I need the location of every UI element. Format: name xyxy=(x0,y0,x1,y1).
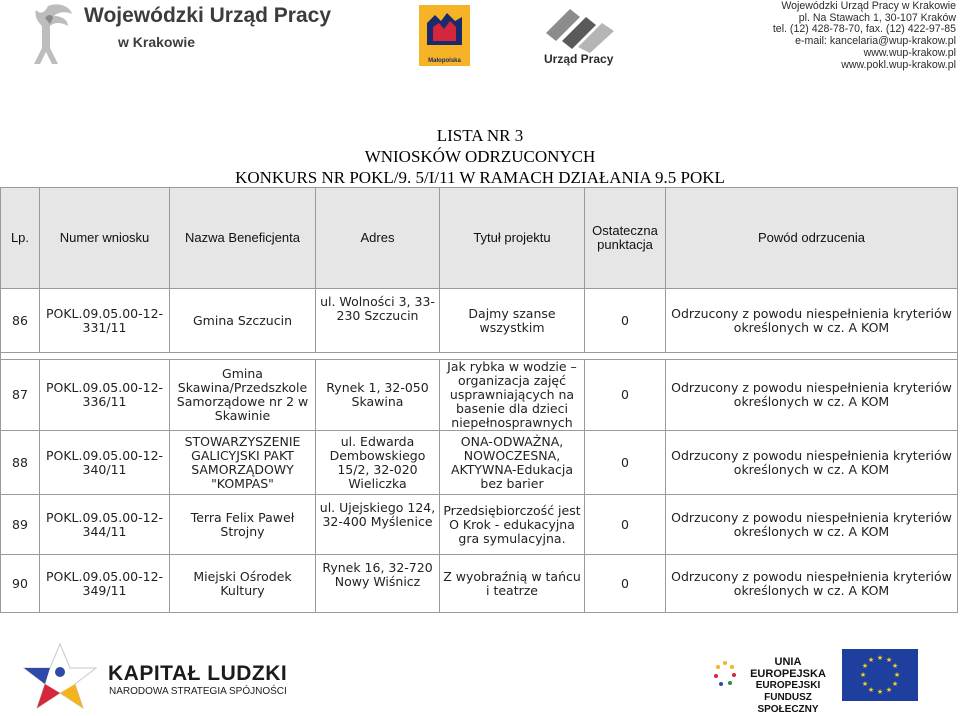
cell-title: Dajmy szanse wszystkim xyxy=(440,289,585,353)
title-list-number: LISTA NR 3 xyxy=(436,126,524,145)
svg-text:★: ★ xyxy=(867,656,875,664)
kapital-ludzki-logo-icon xyxy=(22,640,98,710)
table-header-row xyxy=(1,188,958,289)
svg-text:★: ★ xyxy=(861,662,869,670)
cell-score: 0 xyxy=(585,289,666,353)
eu-text-block xyxy=(738,656,838,716)
svg-text:★: ★ xyxy=(885,656,893,664)
svg-text:★: ★ xyxy=(859,671,867,679)
wup-eagle-logo-icon xyxy=(28,2,78,68)
eu-fund-label-1: EUROPEJSKI xyxy=(755,680,821,691)
contact-website-pokl[interactable]: www.pokl.wup-krakow.pl xyxy=(841,58,956,71)
contact-block xyxy=(773,1,956,71)
table-row xyxy=(1,431,958,495)
cell-title: Jak rybka w wodzie – organizacja zajęć usprawniających na basenie dla dzieci niepełnosprawnych xyxy=(440,360,585,431)
title-contest: KONKURS NR POKL/9. 5/I/11 W RAMACH DZIAŁANIA 9.5 POKL xyxy=(235,168,725,187)
contact-address: pl. Na Stawach 1, 30-107 Kraków xyxy=(798,11,956,24)
col-header-score: Ostateczna punktacja xyxy=(585,188,666,289)
cell-address: ul. Edwarda Dembowskiego 15/2, 32-020 Wieliczka xyxy=(316,431,440,495)
cell-score: 0 xyxy=(585,555,666,613)
cell-address: ul. Ujejskiego 124, 32-400 Myślenice xyxy=(316,495,440,555)
col-header-address: Adres xyxy=(316,188,440,289)
cell-beneficiary: Gmina Szczucin xyxy=(170,289,316,353)
contact-phone: tel. (12) 428-78-70, fax. (12) 422-97-85 xyxy=(772,23,956,36)
cell-beneficiary: STOWARZYSZENIE GALICYJSKI PAKT SAMORZĄDOWY "KOMPAS" xyxy=(170,431,316,495)
cell-title: ONA-ODWAŻNA, NOWOCZESNA, AKTYWNA-Edukacja bez barier xyxy=(440,431,585,495)
contact-email[interactable]: e-mail: kancelaria@wup-krakow.pl xyxy=(795,35,956,48)
title-rejected: WNIOSKÓW ODRZUCONYCH xyxy=(364,147,596,166)
col-header-beneficiary: Nazwa Beneficjenta xyxy=(170,188,316,289)
cell-reason: Odrzucony z powodu niespełnienia kryteriów określonych w cz. A KOM xyxy=(666,495,958,555)
cell-beneficiary: Miejski Ośrodek Kultury xyxy=(170,555,316,613)
eu-fund-label-2: FUNDUSZ SPOŁECZNY xyxy=(757,692,819,715)
cell-address: ul. Wolności 3, 33-230 Szczucin xyxy=(316,289,440,353)
cell-score: 0 xyxy=(585,431,666,495)
cell-lp: 88 xyxy=(1,431,40,495)
eu-union-label: UNIA EUROPEJSKA xyxy=(750,656,826,680)
cell-title: Przedsiębiorczość jest O Krok - edukacyjna gra symulacyjna. xyxy=(440,495,585,555)
svg-text:★: ★ xyxy=(891,662,899,670)
col-header-title: Tytuł projektu xyxy=(440,188,585,289)
svg-text:★: ★ xyxy=(876,654,884,662)
cell-score: 0 xyxy=(585,360,666,431)
table-row xyxy=(1,495,958,555)
kapital-ludzki-title: KAPITAŁ LUDZKI xyxy=(108,662,288,685)
malopolska-crest-icon xyxy=(419,5,470,55)
col-header-lp: Lp. xyxy=(1,188,40,289)
svg-text:★: ★ xyxy=(861,680,869,688)
svg-text:★: ★ xyxy=(893,671,901,679)
cell-number: POKL.09.05.00-12-331/11 xyxy=(40,289,170,353)
eu-flag-icon xyxy=(842,649,918,701)
table-row xyxy=(1,555,958,613)
cell-title: Z wyobraźnią w tańcu i teatrze xyxy=(440,555,585,613)
cell-reason: Odrzucony z powodu niespełnienia kryteriów określonych w cz. A KOM xyxy=(666,431,958,495)
kapital-ludzki-subtitle: NARODOWA STRATEGIA SPÓJNOŚCI xyxy=(109,686,287,697)
cell-reason: Odrzucony z powodu niespełnienia kryteriów określonych w cz. A KOM xyxy=(666,360,958,431)
contact-website[interactable]: www.wup-krakow.pl xyxy=(863,46,956,59)
org-city: w Krakowie xyxy=(118,34,196,50)
table-row xyxy=(1,289,958,353)
cell-number: POKL.09.05.00-12-336/11 xyxy=(40,360,170,431)
cell-number: POKL.09.05.00-12-340/11 xyxy=(40,431,170,495)
cell-lp: 89 xyxy=(1,495,40,555)
eu-stars-mark-icon xyxy=(713,660,737,688)
cell-score: 0 xyxy=(585,495,666,555)
svg-text:★: ★ xyxy=(867,686,875,694)
cell-reason: Odrzucony z powodu niespełnienia kryteriów określonych w cz. A KOM xyxy=(666,555,958,613)
col-header-reason: Powód odrzucenia xyxy=(666,188,958,289)
svg-text:★: ★ xyxy=(885,686,893,694)
cell-address: Rynek 16, 32-720 Nowy Wiśnicz xyxy=(316,555,440,613)
cell-number: POKL.09.05.00-12-344/11 xyxy=(40,495,170,555)
table-row xyxy=(1,360,958,431)
cell-reason: Odrzucony z powodu niespełnienia kryteriów określonych w cz. A KOM xyxy=(666,289,958,353)
cell-lp: 86 xyxy=(1,289,40,353)
cell-beneficiary: Terra Felix Paweł Strojny xyxy=(170,495,316,555)
malopolska-label: Małopolska xyxy=(428,58,461,64)
rejected-applications-table xyxy=(0,187,958,613)
cell-lp: 90 xyxy=(1,555,40,613)
cell-beneficiary: Gmina Skawina/Przedszkole Samorządowe nr 2 w Skawinie xyxy=(170,360,316,431)
svg-text:★: ★ xyxy=(891,680,899,688)
col-header-number: Numer wniosku xyxy=(40,188,170,289)
org-name: Wojewódzki Urząd Pracy xyxy=(84,4,332,27)
cell-lp: 87 xyxy=(1,360,40,431)
urzad-pracy-label: Urząd Pracy xyxy=(544,52,614,66)
urzad-pracy-logo-icon xyxy=(540,3,620,55)
svg-text:★: ★ xyxy=(876,688,884,696)
malopolska-logo xyxy=(419,5,470,66)
contact-org: Wojewódzki Urząd Pracy w Krakowie xyxy=(781,0,956,12)
cell-address: Rynek 1, 32-050 Skawina xyxy=(316,360,440,431)
cell-number: POKL.09.05.00-12-349/11 xyxy=(40,555,170,613)
